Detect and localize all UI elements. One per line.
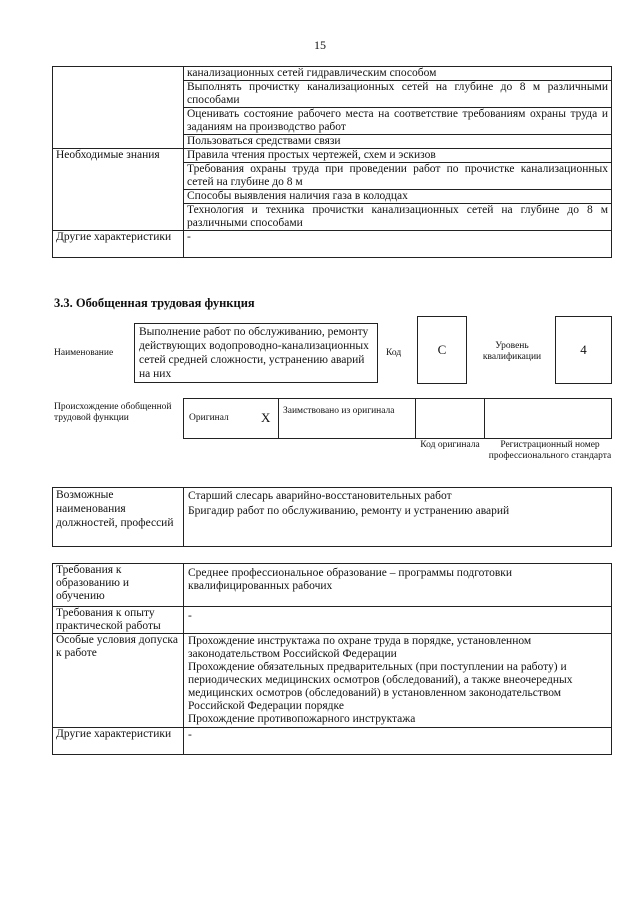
page-number: 15 (314, 38, 326, 52)
table-cell (184, 488, 612, 547)
origin-row (183, 398, 612, 439)
table-cell: Среднее профессиональное образование – программы подготовки квалифицированных рабочих (184, 564, 612, 607)
table-cell (184, 634, 612, 728)
section-heading: 3.3. Обобщенная трудовая функция (54, 296, 255, 310)
position-line: Бригадир работ по обслуживанию, ремонту и устранению аварий (188, 505, 510, 517)
level-value: 4 (580, 342, 587, 357)
table-cell: Требования охраны труда при проведении работ по прочистке канализационных сетей на глубине до 8 м (184, 163, 612, 190)
original-mark: X (261, 410, 271, 425)
row-label: Возможные наименования должностей, профессий (53, 488, 184, 547)
table-cell: Пользоваться средствами связи (184, 135, 612, 149)
table-cell: - (184, 607, 612, 634)
code-value-box (417, 316, 467, 384)
table-cell: Правила чтения простых чертежей, схем и эскизов (184, 149, 612, 163)
row-label (53, 67, 184, 149)
borrowed-divider (278, 398, 279, 439)
table-row (53, 231, 612, 258)
row-label: Другие характеристики (53, 728, 184, 755)
reg-divider (484, 398, 485, 439)
row-label: Требования к образованию и обучению (53, 564, 184, 607)
code-divider (415, 398, 416, 439)
admission-line: Прохождение противопожарного инструктажа (188, 713, 416, 725)
code-label: Код (386, 348, 402, 358)
table-row (53, 564, 612, 607)
table-cell: - (184, 231, 612, 258)
position-line: Старший слесарь аварийно-восстановительных работ (188, 490, 452, 502)
positions-table (52, 487, 612, 547)
table-row (53, 149, 612, 163)
name-label: Наименование (54, 348, 114, 358)
table-cell: Технология и техника прочистки канализационных сетей на глубине до 8 м различными способами (184, 204, 612, 231)
level-value-box (555, 316, 612, 384)
table-row (53, 607, 612, 634)
level-label: Уровень квалификации (482, 341, 542, 362)
name-value-box (134, 323, 378, 383)
row-label: Требования к опыту практической работы (53, 607, 184, 634)
table-row (53, 67, 612, 81)
table-row (53, 488, 612, 547)
admission-line: Прохождение инструктажа по охране труда в порядке, установленном законодательством Российской Федерации (188, 635, 532, 660)
code-value: C (437, 342, 447, 357)
reg-caption: Регистрационный номер профессионального стандарта (488, 440, 612, 461)
table-row (53, 728, 612, 755)
origin-label: Происхождение обобщенной трудовой функции (54, 402, 172, 423)
requirements-table (52, 563, 612, 755)
table-cell: - (184, 728, 612, 755)
original-label: Оригинал (189, 413, 229, 423)
table-cell: Выполнять прочистку канализационных сетей на глубине до 8 м различными способами (184, 81, 612, 108)
row-label: Другие характеристики (53, 231, 184, 258)
row-label: Особые условия допуска к работе (53, 634, 184, 728)
table-cell: канализационных сетей гидравлическим способом (184, 67, 612, 81)
code-caption: Код оригинала (420, 440, 480, 450)
skills-knowledge-table (52, 66, 612, 258)
table-row (53, 634, 612, 728)
row-label: Необходимые знания (53, 149, 184, 231)
table-cell: Оценивать состояние рабочего места на соответствие требованиям охраны труда и заданиям на производство работ (184, 108, 612, 135)
name-value: Выполнение работ по обслуживанию, ремонту действующих водопроводно-канализационных сетей средней сложности, устранению аварий на них (139, 326, 369, 380)
table-cell: Способы выявления наличия газа в колодцах (184, 190, 612, 204)
borrowed-label: Заимствовано из оригинала (283, 406, 395, 416)
admission-line: Прохождение обязательных предварительных (при поступлении на работу) и периодических медицинских осмотров (обследований), а также внеочередных медицинских осмотров (обследований) в установленном законодательством Российской Федерации порядке (188, 661, 573, 712)
